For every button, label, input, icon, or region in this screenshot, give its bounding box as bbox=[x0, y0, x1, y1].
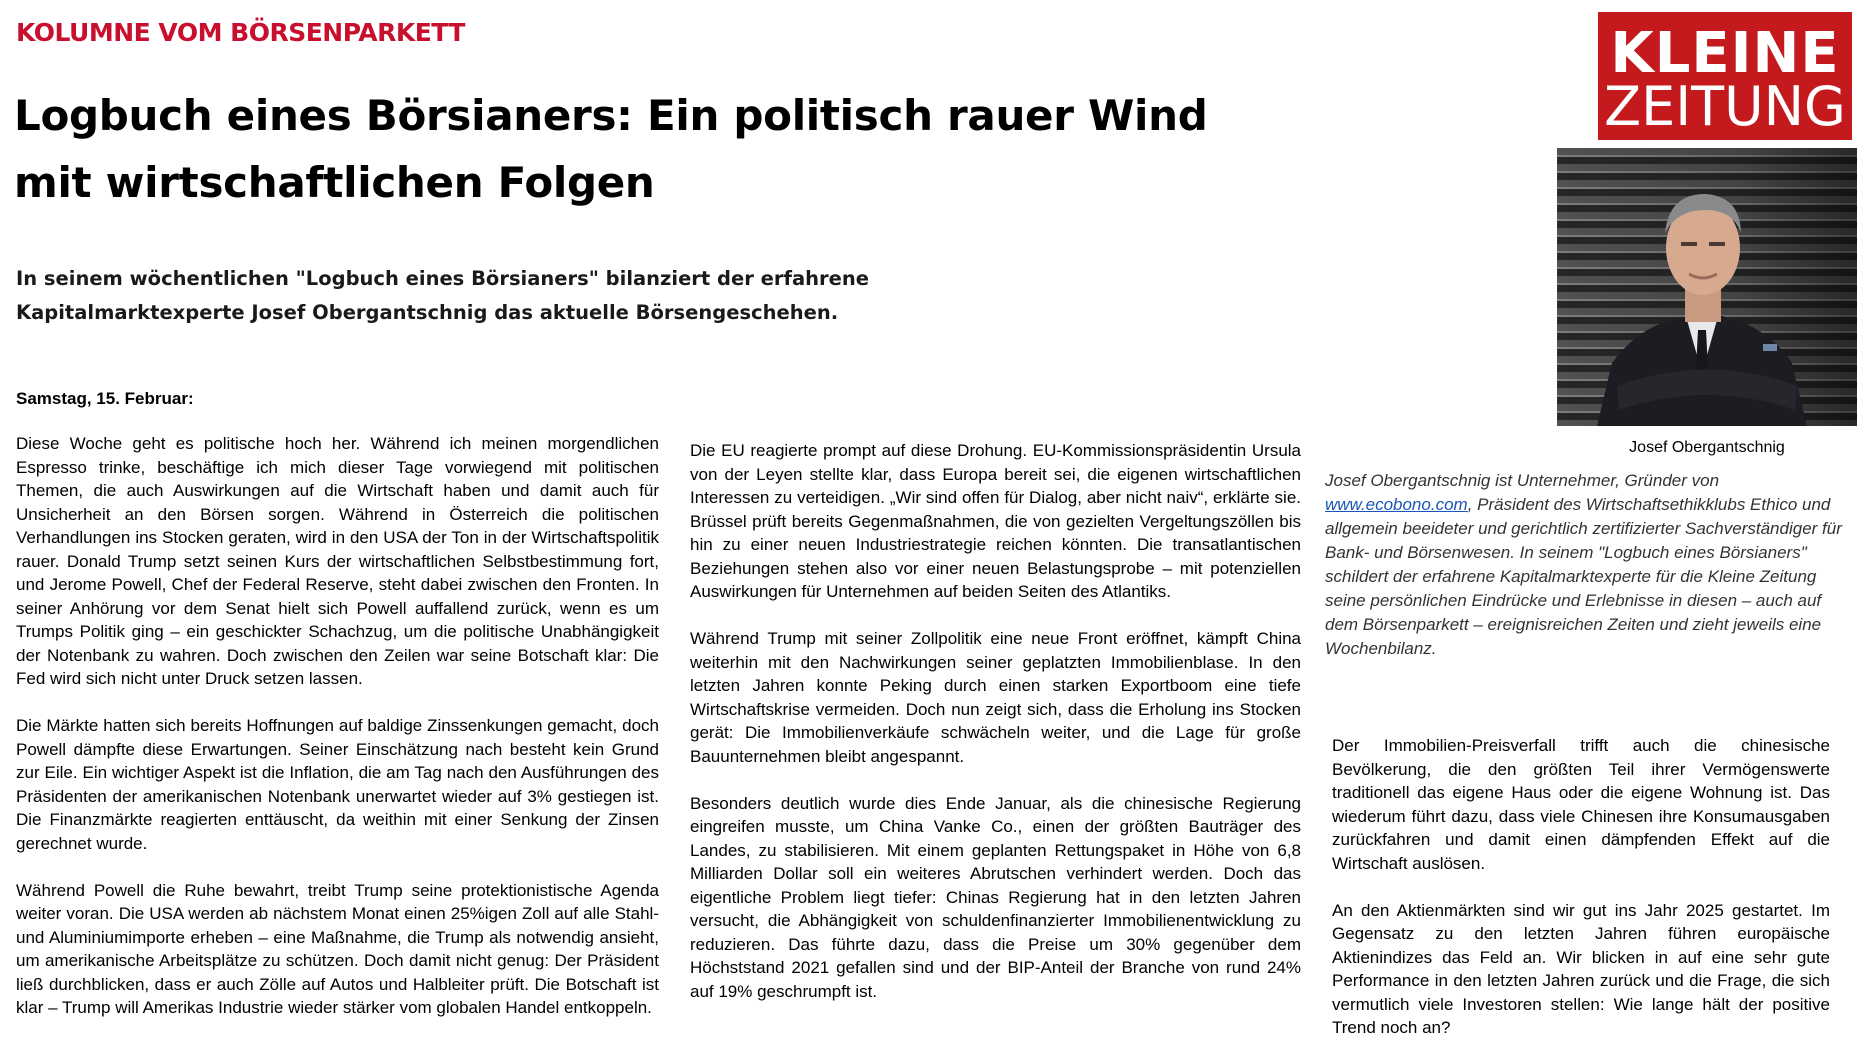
article-column-1 bbox=[16, 432, 659, 1043]
paragraph: An den Aktienmärkten sind wir gut ins Jahr 2025 gestartet. Im Gegensatz zu den letzten Jahren führen europäische Aktienindizes das Feld an. Wir blicken in auf eine sehr gute Performance in den letzten Jahren zurück und die Frage, die sich vermutlich viele Investoren stellen: Wie lange hält der positive Trend noch an? bbox=[1332, 900, 1830, 1037]
kleine-zeitung-logo[interactable] bbox=[1598, 12, 1852, 140]
article-column-2 bbox=[690, 439, 1301, 1027]
paragraph: Während Powell die Ruhe bewahrt, treibt Trump seine protektionistische Agenda weiter voran. Die USA werden ab nächstem Monat einen 25%igen Zoll auf alle Stahl- und Aluminiumimporte erheben – eine Maßnahme, die Trump als notwendig ansieht, um amerikanische Arbeitsplätze zu schützen. Doch damit nicht genug: Der Präsident ließ durchblicken, dass er auch Zölle auf Autos und Halbleiter prüft. Die Botschaft ist klar – Trump will Amerikas Industrie wieder stärker vom globalen Handel entkoppeln. bbox=[16, 880, 659, 1017]
bio-text-end: , Präsident des Wirtschaftsethikklubs Ethico und allgemein beeideter und gerichtlich zertifizierter Sachverständiger für Bank- und Börsenwesen. In seinem "Logbuch eines Börsianers" schildert der erfahrene Kapitalmarktexperte für die Kleine Zeitung seine persönlichen Eindrücke und Erlebnisse in diesen – auch auf dem Börsenparkett – ereignisreichen Zeiten und zieht jeweils eine Wochenbilanz. bbox=[1325, 495, 1842, 658]
author-portrait bbox=[1557, 148, 1857, 426]
article-date: Samstag, 15. Februar: bbox=[16, 389, 194, 408]
article-headline: Logbuch eines Börsianers: Ein politisch rauer Wind mit wirtschaftlichen Folgen bbox=[14, 91, 1208, 207]
paragraph: Die EU reagierte prompt auf diese Drohung. EU-Kommissionspräsidentin Ursula von der Leyen stellte klar, dass Europa bereit sei, die eigenen wirtschaftlichen Interessen zu verteidigen. „Wir sind offen für Dialog, aber nicht naiv“, erklärte sie. Brüssel prüft bereits Gegenmaßnahmen, die von gezielten Vergeltungszöllen bis hin zu einer neuen Industriestrategie reichen könnten. Die transatlantischen Beziehungen stehen also vor einer neuen Belastungsprobe – mit potenziellen Auswirkungen für Unternehmen auf beiden Seiten des Atlantiks. bbox=[690, 441, 1301, 601]
paragraph: Diese Woche geht es politische hoch her. Während ich meinen morgendlichen Espresso trinke, beschäftige ich mich dieser Tage vorwiegend mit politischen Themen, die auch Auswirkungen auf die Wirtschaft haben und damit auch für Unsicherheit an den Börsen sorgen. Während in Österreich die politischen Verhandlungen ins Stocken geraten, wird in den USA der Ton in der Wirtschaftspolitik rauer. Donald Trump setzt seinen Kurs der wirtschaftlichen Selbstbestimmung fort, und Jerome Powell, Chef der Federal Reserve, steht dabei zwischen den Fronten. In seiner Anhörung vor dem Senat hielt sich Powell auffallend zurück, wenn es um Trumps Politik ging – ein geschickter Schachzug, um die politische Unabhängigkeit der Notenbank zu wahren. Doch zwischen den Zeilen war seine Botschaft klar: Die Fed wird sich nicht unter Druck setzen lassen. bbox=[16, 434, 659, 688]
paragraph: Während Trump mit seiner Zollpolitik eine neue Front eröffnet, kämpft China weiterhin mit den Nachwirkungen seiner geplatzten Immobilienblase. In den letzten Jahren konnte Peking durch einen starken Exportboom eine tiefe Wirtschaftskrise vermeiden. Doch nun zeigt sich, dass die Erholung ins Stocken gerät: Die Immobilienverkäufe schwächeln weiter, und die Lage für große Bauunternehmen bleibt angespannt. bbox=[690, 629, 1301, 766]
article-lead: In seinem wöchentlichen "Logbuch eines Börsianers" bilanziert der erfahrene Kapitalmarktexperte Josef Obergantschnig das aktuelle Börsengeschehen. bbox=[16, 267, 869, 324]
paragraph: Der Immobilien-Preisverfall trifft auch die chinesische Bevölkerung, die den größten Teil ihrer Vermögenswerte traditionell das eigene Haus oder die eigene Wohnung ist. Das wiederum führt dazu, dass viele Chinesen ihre Konsumausgaben zurückfahren und damit einen dämpfenden Effekt auf die Wirtschaft auslösen. bbox=[1332, 736, 1830, 873]
bio-text-start: Josef Obergantschnig ist Unternehmer, Gründer von bbox=[1325, 471, 1720, 490]
paragraph: Besonders deutlich wurde dies Ende Januar, als die chinesische Regierung eingreifen musste, um China Vanke Co., einen der größten Bauträger des Landes, zu stabilisieren. Mit einem geplanten Rettungspaket in Höhe von 6,8 Milliarden Dollar soll ein weiteres Abrutschen verhindert werden. Doch das eigentliche Problem liegt tiefer: Chinas Regierung hat in den letzten Jahren versucht, die Abhängigkeit von schuldenfinanzierter Immobilienentwicklung zu reduzieren. Das führte dazu, dass die Preise um 30% gegenüber dem Höchststand 2021 gefallen sind und der BIP-Anteil der Branche von rund 24% auf 19% geschrumpft ist. bbox=[690, 793, 1301, 1001]
column-kicker: KOLUMNE VOM BÖRSENPARKETT bbox=[16, 18, 465, 47]
portrait-caption: Josef Obergantschnig bbox=[1629, 439, 1785, 456]
logo-line-2: ZEITUNG bbox=[1604, 75, 1846, 138]
paragraph: Die Märkte hatten sich bereits Hoffnungen auf baldige Zinssenkungen gemacht, doch Powell dämpfte diese Erwartungen. Seiner Einschätzung nach besteht kein Grund zur Eile. Ein wichtiger Aspekt ist die Inflation, die am Tag nach den Ausführungen des Präsidenten der amerikanischen Notenbank unerwartet wieder auf 3% gestiegen ist. Die Finanzmärkte reagierten enttäuscht, da weithin mit einer Senkung der Zinsen gerechnet wurde. bbox=[16, 716, 659, 853]
logo-line-1: KLEINE bbox=[1610, 21, 1840, 86]
article-column-3 bbox=[1332, 734, 1830, 1063]
ecobono-link[interactable]: www.ecobono.com bbox=[1325, 495, 1468, 514]
author-bio bbox=[1325, 469, 1857, 661]
